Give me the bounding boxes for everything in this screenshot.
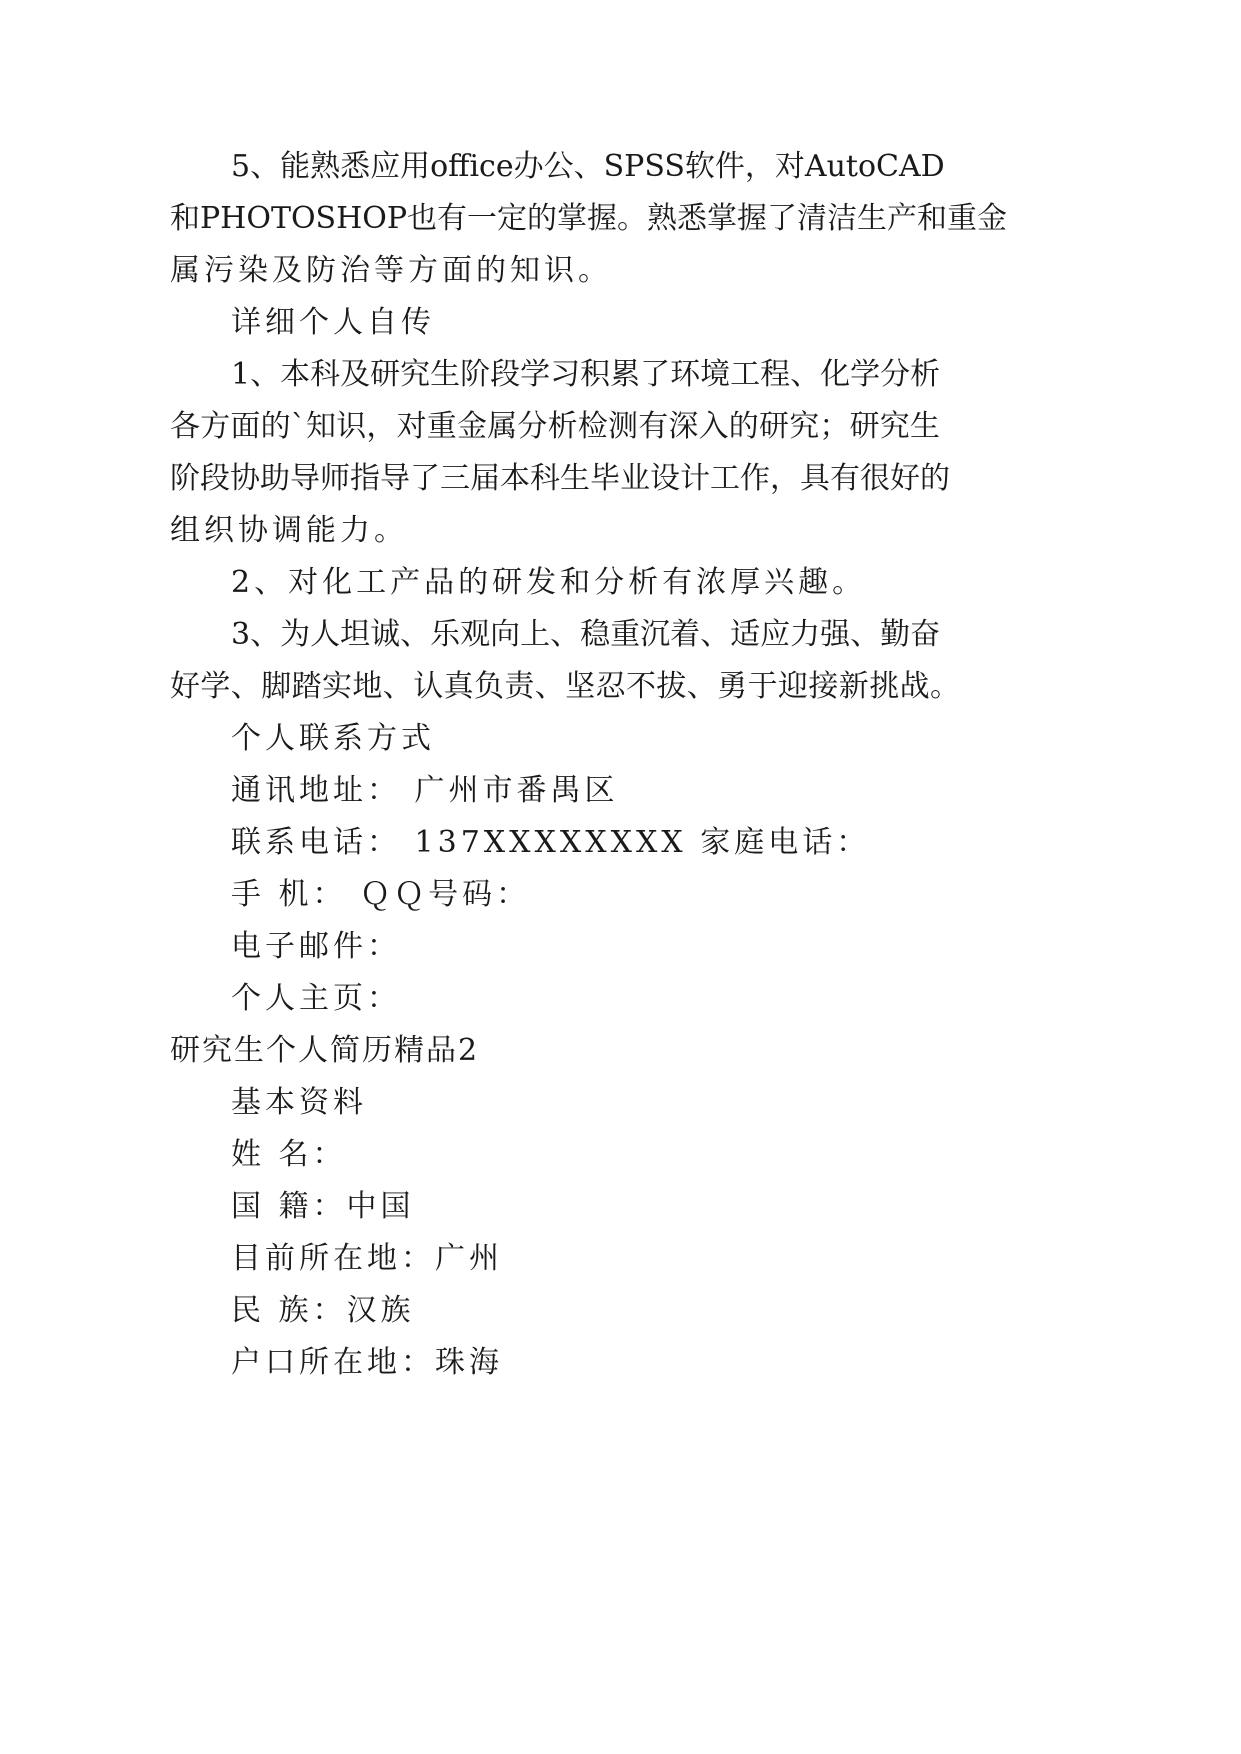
contact-address: 通讯地址： 广州市番禺区 xyxy=(231,773,619,808)
section-heading-basic-info: 基本资料 xyxy=(231,1085,367,1120)
info-household-registration: 户口所在地：珠海 xyxy=(231,1345,503,1380)
paragraph-skills-line-3: 属污染及防治等方面的知识。 xyxy=(170,253,612,288)
contact-phone: 联系电话： 137XXXXXXXX 家庭电话： xyxy=(231,825,871,860)
paragraph-bio-1-line-2: 各方面的`知识，对重金属分析检测有深入的研究；研究生 xyxy=(170,409,940,444)
contact-mobile-qq: 手 机： ＱＱ号码： xyxy=(231,877,531,912)
paragraph-bio-2: 2、对化工产品的研发和分析有浓厚兴趣。 xyxy=(231,565,867,600)
paragraph-skills-line-1: 5、能熟悉应用office办公、SPSS软件，对AutoCAD xyxy=(231,149,945,184)
paragraph-skills-line-2: 和PHOTOSHOP也有一定的掌握。熟悉掌握了清洁生产和重金 xyxy=(170,201,1008,236)
section-heading-autobiography: 详细个人自传 xyxy=(231,305,435,340)
paragraph-bio-1-line-1: 1、本科及研究生阶段学习积累了环境工程、化学分析 xyxy=(231,357,941,392)
info-current-location: 目前所在地：广州 xyxy=(231,1241,503,1276)
paragraph-bio-1-line-3: 阶段协助导师指导了三届本科生毕业设计工作，具有很好的 xyxy=(170,461,950,496)
paragraph-bio-1-line-4: 组织协调能力。 xyxy=(170,513,408,548)
contact-homepage: 个人主页： xyxy=(231,981,401,1016)
paragraph-bio-3-line-2: 好学、脚踏实地、认真负责、坚忍不拔、勇于迎接新挑战。 xyxy=(170,669,960,704)
paragraph-bio-3-line-1: 3、为人坦诚、乐观向上、稳重沉着、适应力强、勤奋 xyxy=(231,617,941,652)
section-heading-contact: 个人联系方式 xyxy=(231,721,435,756)
info-nationality: 国 籍：中国 xyxy=(231,1189,415,1224)
info-ethnicity: 民 族：汉族 xyxy=(231,1293,415,1328)
info-name: 姓 名： xyxy=(231,1137,347,1172)
document-title-resume-2: 研究生个人简历精品2 xyxy=(170,1033,480,1068)
contact-email: 电子邮件： xyxy=(231,929,401,964)
